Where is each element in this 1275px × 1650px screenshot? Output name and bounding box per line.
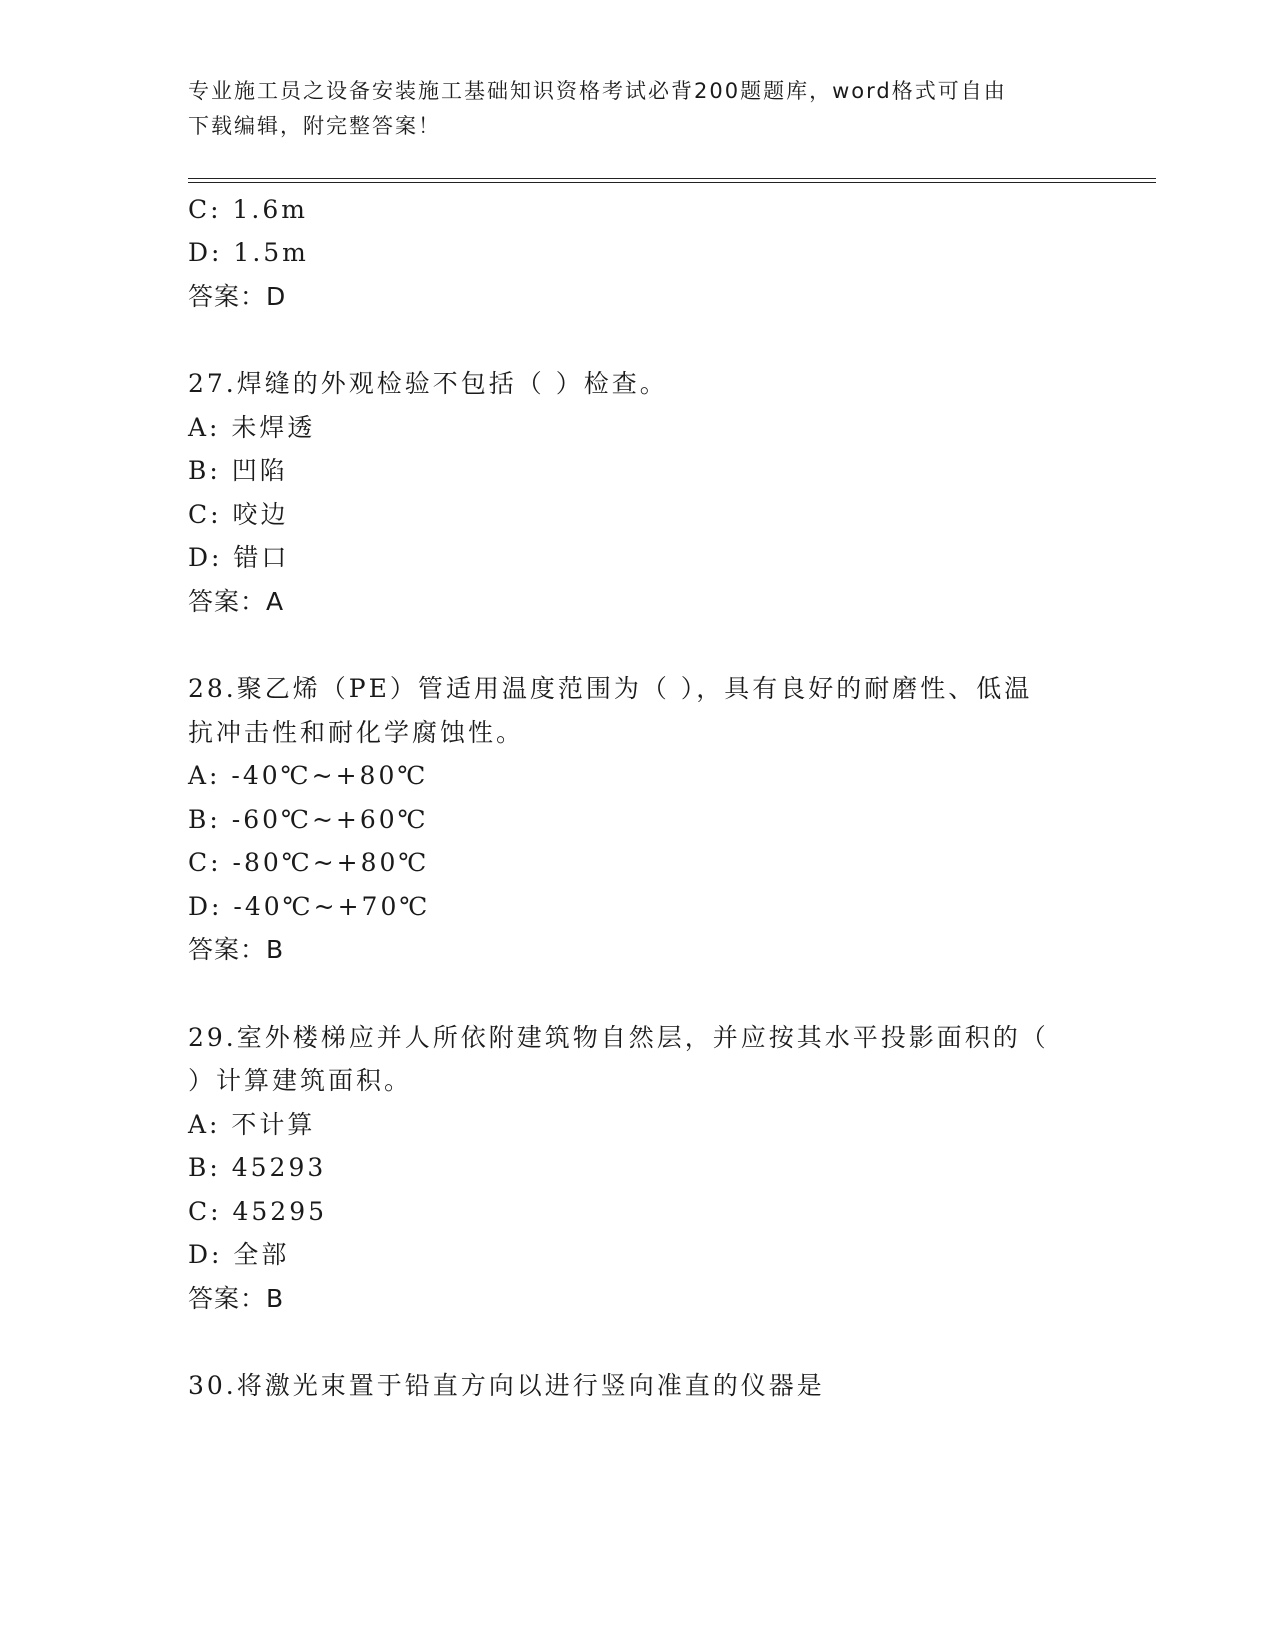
option-line: B: -60℃~+60℃ <box>188 805 429 834</box>
answer-line: 答案：A <box>188 587 285 616</box>
question-line: 抗冲击性和耐化学腐蚀性。 <box>188 718 525 747</box>
question-line: 27.焊缝的外观检验不包括（ ）检查。 <box>188 369 668 398</box>
question-line: 30.将激光束置于铅直方向以进行竖向准直的仪器是 <box>188 1371 825 1400</box>
option-line: B: 45293 <box>188 1153 327 1182</box>
answer-line: 答案：B <box>188 935 285 964</box>
option-line: D: 1.5m <box>188 238 309 267</box>
option-line: D: 错口 <box>188 543 290 572</box>
header-rule-top <box>188 178 1156 179</box>
option-line: C: 咬边 <box>188 500 289 529</box>
option-line: B: 凹陷 <box>188 456 288 485</box>
question-line: ）计算建筑面积。 <box>188 1066 413 1095</box>
option-line: C: 45295 <box>188 1197 328 1226</box>
document-header <box>188 74 1088 144</box>
question-line: 29.室外楼梯应并人所依附建筑物自然层，并应按其水平投影面积的（ <box>188 1023 1049 1052</box>
answer-line: 答案：B <box>188 1284 285 1313</box>
option-line: C: 1.6m <box>188 195 308 224</box>
option-line: C: -80℃~+80℃ <box>188 848 430 877</box>
option-line: A: 未焊透 <box>188 413 316 442</box>
header-line-2: 下载编辑，附完整答案！ <box>188 114 441 138</box>
option-line: D: -40℃~+70℃ <box>188 892 431 921</box>
answer-line: 答案：D <box>188 282 287 311</box>
question-line: 28.聚乙烯（PE）管适用温度范围为（ ），具有良好的耐磨性、低温 <box>188 674 1033 703</box>
header-line-1: 专业施工员之设备安装施工基础知识资格考试必背200题题库，word格式可自由 <box>188 79 1007 103</box>
option-line: A: 不计算 <box>188 1110 316 1139</box>
option-line: A: -40℃~+80℃ <box>188 761 429 790</box>
option-line: D: 全部 <box>188 1240 290 1269</box>
header-rule-bottom <box>188 182 1156 183</box>
